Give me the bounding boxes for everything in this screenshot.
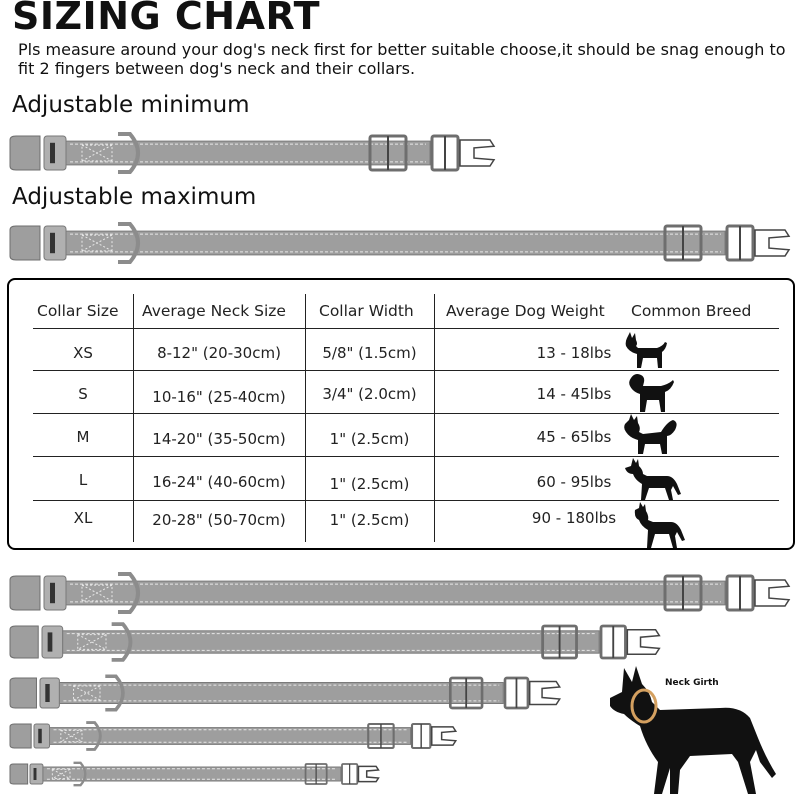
buckle-female xyxy=(10,576,40,610)
table-cell-width: 1" (2.5cm) xyxy=(329,430,410,448)
table-cell-size: M xyxy=(76,428,90,446)
collar-xl-image xyxy=(0,570,800,616)
collar-minimum-image xyxy=(0,130,800,176)
table-cell-weight: 60 - 95lbs xyxy=(536,473,612,491)
header-dog-weight: Average Dog Weight xyxy=(446,302,605,320)
buckle-female xyxy=(10,136,40,170)
neck-girth-label: Neck Girth xyxy=(665,678,719,688)
column-divider xyxy=(305,294,306,542)
column-divider xyxy=(133,294,134,542)
buckle-slot xyxy=(50,233,55,253)
table-cell-size: L xyxy=(78,471,88,489)
buckle-female xyxy=(10,226,40,260)
table-cell-size: XL xyxy=(73,509,93,527)
column-divider xyxy=(434,294,435,542)
table-cell-neck: 10-16" (25-40cm) xyxy=(152,388,286,406)
buckle-male xyxy=(358,766,378,781)
adjustable-maximum-label: Adjustable maximum xyxy=(12,184,257,210)
collar-maximum-image xyxy=(0,220,800,266)
buckle-male xyxy=(460,140,494,166)
fluffy-dog-icon xyxy=(621,414,679,456)
buckle-female xyxy=(10,678,36,708)
buckle-male xyxy=(627,630,659,654)
buckle-slot xyxy=(50,583,55,603)
adjustable-minimum-label: Adjustable minimum xyxy=(12,92,250,118)
table-cell-size: S xyxy=(78,385,88,403)
header-common-breed: Common Breed xyxy=(631,302,752,320)
collar-l-image xyxy=(0,620,800,664)
header-collar-size: Collar Size xyxy=(37,302,119,320)
table-cell-weight: 13 - 18lbs xyxy=(536,344,612,362)
buckle-female xyxy=(10,626,38,658)
table-cell-size: XS xyxy=(73,344,93,362)
puppy-dog-icon xyxy=(627,372,675,414)
table-cell-weight: 14 - 45lbs xyxy=(536,385,612,403)
page-title: SIZING CHART xyxy=(12,0,320,38)
collar-band xyxy=(66,141,430,165)
page-subtitle: Pls measure around your dog's neck first for better suitable choose,it should be snag enough to fit 2 fingers between dog's neck and their collars. xyxy=(18,40,786,78)
buckle-female xyxy=(10,724,31,748)
table-cell-neck: 8-12" (20-30cm) xyxy=(157,344,281,362)
table-cell-width: 1" (2.5cm) xyxy=(329,511,410,529)
collar-band xyxy=(63,631,599,653)
table-cell-width: 1" (2.5cm) xyxy=(329,475,410,493)
sizing-table xyxy=(7,278,795,550)
buckle-slot xyxy=(50,143,55,163)
buckle-male xyxy=(755,580,789,606)
row-divider xyxy=(33,328,779,329)
table-cell-width: 5/8" (1.5cm) xyxy=(322,344,417,362)
collar-band xyxy=(66,581,725,605)
buckle-slot xyxy=(38,729,42,743)
buckle-male xyxy=(530,682,560,705)
buckle-female xyxy=(10,764,28,784)
header-neck-size: Average Neck Size xyxy=(142,302,286,320)
small-dog-icon xyxy=(621,332,671,370)
buckle-slot xyxy=(45,684,49,702)
buckle-male xyxy=(432,727,456,745)
buckle-slot xyxy=(48,632,53,651)
collar-band xyxy=(59,683,503,704)
buckle-male xyxy=(755,230,789,256)
table-cell-neck: 20-28" (50-70cm) xyxy=(152,511,286,529)
shepherd-dog-icon xyxy=(623,458,683,502)
row-divider xyxy=(33,456,779,457)
table-cell-neck: 16-24" (40-60cm) xyxy=(152,473,286,491)
table-cell-width: 3/4" (2.0cm) xyxy=(322,385,417,403)
buckle-slot xyxy=(34,768,37,780)
table-cell-weight: 90 - 180lbs xyxy=(531,509,617,527)
row-divider xyxy=(33,370,779,371)
table-cell-neck: 14-20" (35-50cm) xyxy=(152,430,286,448)
collar-band xyxy=(66,231,725,255)
table-cell-weight: 45 - 65lbs xyxy=(536,428,612,446)
header-collar-width: Collar Width xyxy=(319,302,414,320)
large-dog-icon xyxy=(629,502,687,550)
